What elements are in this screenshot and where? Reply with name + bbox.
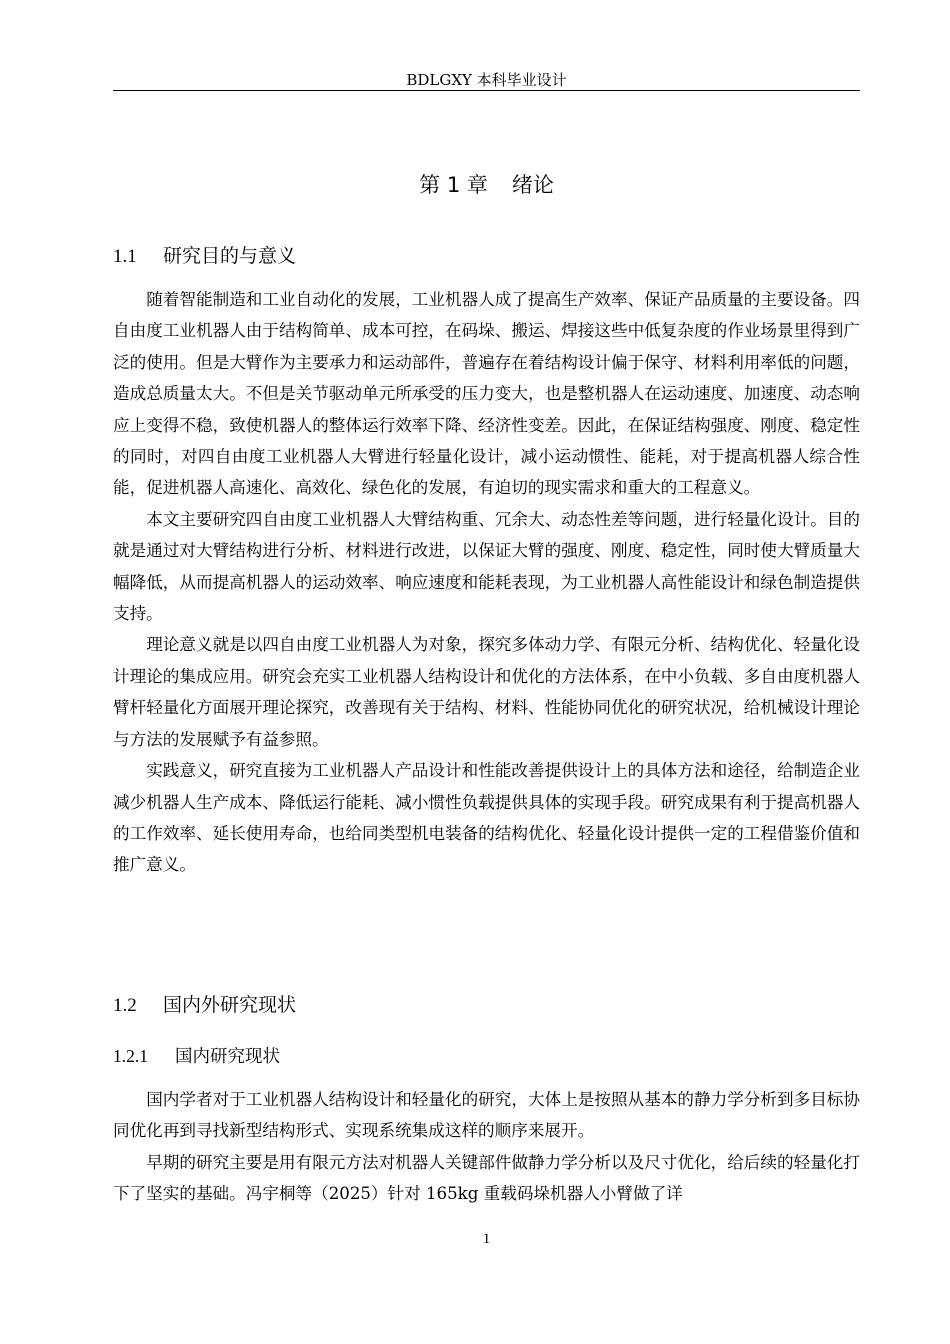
chapter-number: 第 1 章 bbox=[419, 173, 488, 197]
section-1-1-body bbox=[113, 284, 860, 881]
subsection-number: 1.2.1 bbox=[113, 1046, 148, 1066]
chapter-name: 绪论 bbox=[511, 173, 554, 197]
section-heading-1-2 bbox=[113, 991, 860, 1020]
section-title: 研究目的与意义 bbox=[163, 245, 297, 267]
section-number: 1.2 bbox=[113, 995, 137, 1016]
paragraph: 随着智能制造和工业自动化的发展，工业机器人成了提高生产效率、保证产品质量的主要设备。四自由度工业机器人由于结构简单、成本可控，在码垛、搬运、焊接这些中低复杂度的作业场景里得到广泛的使用。但是大臂作为主要承力和运动部件，普遍存在着结构设计偏于保守、材料利用率低的问题，造成总质量太大。不但是关节驱动单元所承受的压力变大，也是整机器人在运动速度、加速度、动态响应上变得不稳，致使机器人的整体运行效率下降、经济性变差。因此，在保证结构强度、刚度、稳定性的同时，对四自由度工业机器人大臂进行轻量化设计，减小运动惯性、能耗，对于提高机器人综合性能，促进机器人高速化、高效化、绿色化的发展，有迫切的现实需求和重大的工程意义。 bbox=[113, 290, 860, 498]
section-title: 国内外研究现状 bbox=[163, 994, 297, 1016]
paragraph: 早期的研究主要是用有限元方法对机器人关键部件做静力学分析以及尺寸优化，给后续的轻量化打下了坚实的基础。冯宇桐等（2025）针对 165kg 重载码垛机器人小臂做了详 bbox=[113, 1152, 860, 1204]
paragraph: 理论意义就是以四自由度工业机器人为对象，探究多体动力学、有限元分析、结构优化、轻量化设计理论的集成应用。研究会充实工业机器人结构设计和优化的方法体系，在中小负载、多自由度机器人臂杆轻量化方面展开理论探究，改善现有关于结构、材料、性能协同优化的研究状况，给机械设计理论与方法的发展赋予有益参照。 bbox=[113, 635, 860, 749]
subsection-1-2-1-body bbox=[113, 1084, 860, 1210]
page-number: 1 bbox=[482, 1231, 491, 1247]
paragraph: 本文主要研究四自由度工业机器人大臂结构重、冗余大、动态性差等问题，进行轻量化设计。目的就是通过对大臂结构进行分析、材料进行改进，以保证大臂的强度、刚度、稳定性，同时使大臂质量大幅降低，从而提高机器人的运动效率、响应速度和能耗表现，为工业机器人高性能设计和绿色制造提供支持。 bbox=[113, 509, 860, 624]
subsection-title: 国内研究现状 bbox=[175, 1047, 280, 1067]
running-header: BDLGXY 本科毕业设计 bbox=[406, 71, 567, 89]
section-heading-1-1 bbox=[113, 242, 860, 271]
header-rule bbox=[113, 90, 860, 91]
section-number: 1.1 bbox=[113, 246, 137, 267]
paragraph: 实践意义，研究直接为工业机器人产品设计和性能改善提供设计上的具体方法和途径，给制造企业减少机器人生产成本、降低运行能耗、减小惯性负载提供具体的实现手段。研究成果有利于提高机器人的工作效率、延长使用寿命，也给同类型机电装备的结构优化、轻量化设计提供一定的工程借鉴价值和推广意义。 bbox=[113, 761, 860, 875]
paragraph: 国内学者对于工业机器人结构设计和轻量化的研究，大体上是按照从基本的静力学分析到多目标协同优化再到寻找新型结构形式、实现系统集成这样的顺序来展开。 bbox=[113, 1090, 860, 1141]
subsection-heading-1-2-1 bbox=[113, 1043, 860, 1070]
chapter-title bbox=[113, 170, 860, 200]
